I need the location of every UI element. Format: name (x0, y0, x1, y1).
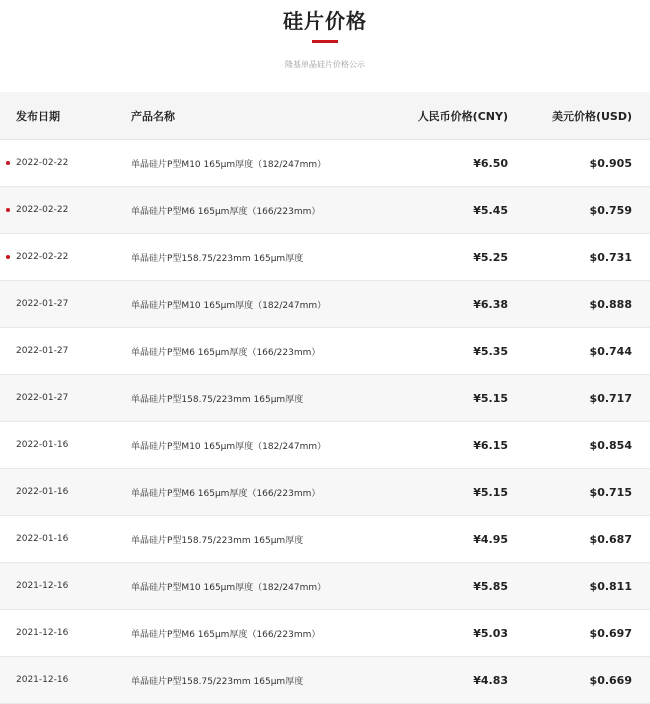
product-name-cell: 单晶硅片P型158.75/223mm 165μm厚度 (131, 516, 381, 563)
cny-price-cell: ¥6.38 (381, 281, 508, 328)
cny-price-cell: ¥4.83 (381, 657, 508, 704)
new-indicator-dot (6, 161, 10, 165)
date-cell (0, 422, 131, 469)
table-header-row (0, 92, 650, 140)
cny-price-cell: ¥5.03 (381, 610, 508, 657)
table-row[interactable] (0, 281, 650, 328)
usd-price-cell: $0.669 (508, 657, 650, 704)
table-row[interactable] (0, 375, 650, 422)
table-row[interactable] (0, 234, 650, 281)
page-header (0, 0, 650, 92)
date-cell (0, 469, 131, 516)
usd-price-cell: $0.905 (508, 140, 650, 187)
table-row[interactable] (0, 469, 650, 516)
date-cell (0, 140, 131, 187)
column-header-cny[interactable]: 人民币价格(CNY) (381, 92, 508, 140)
cny-price-cell: ¥5.85 (381, 563, 508, 610)
price-table (0, 92, 650, 704)
new-indicator-dot (6, 255, 10, 259)
table-row[interactable] (0, 657, 650, 704)
table-body (0, 140, 650, 704)
date-text: 2022-01-27 (16, 299, 69, 309)
cny-price-cell: ¥5.45 (381, 187, 508, 234)
usd-price-cell: $0.731 (508, 234, 650, 281)
date-cell (0, 375, 131, 422)
page-subtitle: 隆基单晶硅片价格公示 (285, 60, 365, 69)
product-name-cell: 单晶硅片P型M6 165μm厚度（166/223mm） (131, 328, 381, 375)
title-underline (312, 40, 338, 43)
date-cell (0, 563, 131, 610)
product-name-cell: 单晶硅片P型M10 165μm厚度（182/247mm） (131, 563, 381, 610)
date-text: 2022-01-16 (16, 534, 69, 544)
date-text: 2022-02-22 (16, 205, 69, 215)
cny-price-cell: ¥6.50 (381, 140, 508, 187)
page-title: 硅片价格 (283, 9, 367, 33)
column-header-usd[interactable]: 美元价格(USD) (508, 92, 650, 140)
product-name-cell: 单晶硅片P型158.75/223mm 165μm厚度 (131, 657, 381, 704)
table-row[interactable] (0, 140, 650, 187)
usd-price-cell: $0.697 (508, 610, 650, 657)
date-cell (0, 610, 131, 657)
date-cell (0, 516, 131, 563)
product-name-cell: 单晶硅片P型158.75/223mm 165μm厚度 (131, 375, 381, 422)
date-text: 2022-01-16 (16, 487, 69, 497)
table-row[interactable] (0, 187, 650, 234)
usd-price-cell: $0.717 (508, 375, 650, 422)
date-cell (0, 657, 131, 704)
cny-price-cell: ¥4.95 (381, 516, 508, 563)
cny-price-cell: ¥6.15 (381, 422, 508, 469)
column-header-product[interactable]: 产品名称 (131, 92, 381, 140)
new-indicator-dot (6, 208, 10, 212)
usd-price-cell: $0.687 (508, 516, 650, 563)
date-text: 2021-12-16 (16, 675, 69, 685)
product-name-cell: 单晶硅片P型M6 165μm厚度（166/223mm） (131, 469, 381, 516)
date-cell (0, 328, 131, 375)
column-header-date[interactable]: 发布日期 (0, 92, 131, 140)
usd-price-cell: $0.811 (508, 563, 650, 610)
usd-price-cell: $0.854 (508, 422, 650, 469)
date-text: 2022-02-22 (16, 252, 69, 262)
date-cell (0, 281, 131, 328)
usd-price-cell: $0.888 (508, 281, 650, 328)
date-cell (0, 234, 131, 281)
date-text: 2022-01-27 (16, 393, 69, 403)
date-text: 2022-01-27 (16, 346, 69, 356)
product-name-cell: 单晶硅片P型M10 165μm厚度（182/247mm） (131, 422, 381, 469)
product-name-cell: 单晶硅片P型158.75/223mm 165μm厚度 (131, 234, 381, 281)
table-row[interactable] (0, 516, 650, 563)
usd-price-cell: $0.715 (508, 469, 650, 516)
usd-price-cell: $0.744 (508, 328, 650, 375)
product-name-cell: 单晶硅片P型M6 165μm厚度（166/223mm） (131, 610, 381, 657)
table-row[interactable] (0, 610, 650, 657)
product-name-cell: 单晶硅片P型M10 165μm厚度（182/247mm） (131, 140, 381, 187)
usd-price-cell: $0.759 (508, 187, 650, 234)
cny-price-cell: ¥5.15 (381, 375, 508, 422)
cny-price-cell: ¥5.35 (381, 328, 508, 375)
product-name-cell: 单晶硅片P型M10 165μm厚度（182/247mm） (131, 281, 381, 328)
date-text: 2022-01-16 (16, 440, 69, 450)
table-row[interactable] (0, 422, 650, 469)
cny-price-cell: ¥5.15 (381, 469, 508, 516)
table-row[interactable] (0, 328, 650, 375)
date-cell (0, 187, 131, 234)
product-name-cell: 单晶硅片P型M6 165μm厚度（166/223mm） (131, 187, 381, 234)
date-text: 2021-12-16 (16, 628, 69, 638)
cny-price-cell: ¥5.25 (381, 234, 508, 281)
date-text: 2022-02-22 (16, 158, 69, 168)
table-row[interactable] (0, 563, 650, 610)
date-text: 2021-12-16 (16, 581, 69, 591)
